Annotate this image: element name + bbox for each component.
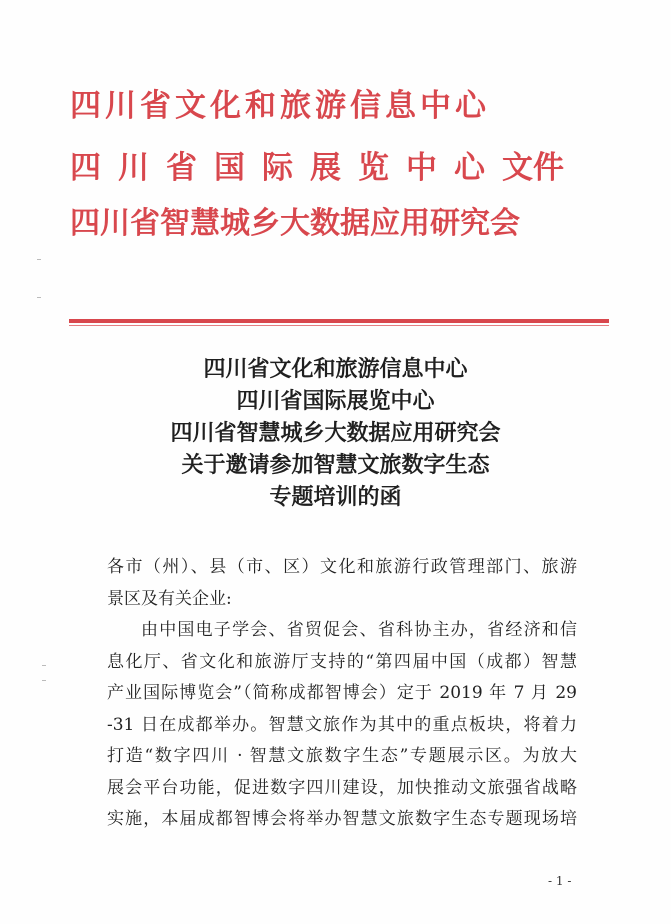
title-line: 四川省智慧城乡大数据应用研究会 (170, 420, 501, 446)
header-org-line-1: 四川省文化和旅游信息中心 (70, 88, 490, 124)
body-line: 产业国际博览会”（简称成都智博会）定于 2019 年 7 月 29 (107, 683, 577, 703)
red-divider-thin-line (69, 325, 609, 326)
header-org-line-2 (70, 150, 564, 186)
body-line: 由中国电子学会、省贸促会、省科协主办，省经济和信 (141, 620, 577, 640)
scan-speck (42, 680, 46, 681)
body-line: 打造“数字四川 · 智慧文旅数字生态”专题展示区。为放大 (107, 746, 577, 766)
page-number: - 1 - (548, 874, 572, 888)
body-line: 景区及有关企业: (107, 588, 232, 609)
body-line: 息化厅、省文化和旅游厅支持的“第四届中国（成都）智慧 (107, 651, 577, 672)
header-org-line-3: 四川省智慧城乡大数据应用研究会 (70, 206, 520, 241)
title-line: 关于邀请参加智慧文旅数字生态 (181, 452, 490, 478)
title-line: 四川省文化和旅游信息中心 (203, 356, 468, 382)
header-document-suffix: 文件 (502, 150, 564, 186)
body-line: -31 日在成都举办。智慧文旅作为其中的重点板块，将着力 (107, 714, 577, 735)
body-line: 实施，本届成都智博会将举办智慧文旅数字生态专题现场培 (107, 809, 577, 829)
body-line: 展会平台功能，促进数字四川建设，加快推动文旅强省战略 (107, 777, 577, 798)
scan-speck (37, 259, 41, 260)
title-line: 四川省国际展览中心 (236, 388, 435, 414)
document-title (0, 353, 671, 513)
scan-speck (42, 665, 46, 666)
title-line: 专题培训的函 (269, 484, 402, 510)
red-divider-line (69, 319, 609, 323)
scan-speck (37, 297, 41, 298)
header-org-line-2-main: 四川省国际展览中心 (70, 150, 502, 186)
document-body (107, 552, 577, 836)
body-line: 各市（州）、县（市、区）文化和旅游行政管理部门、旅游 (107, 557, 577, 577)
